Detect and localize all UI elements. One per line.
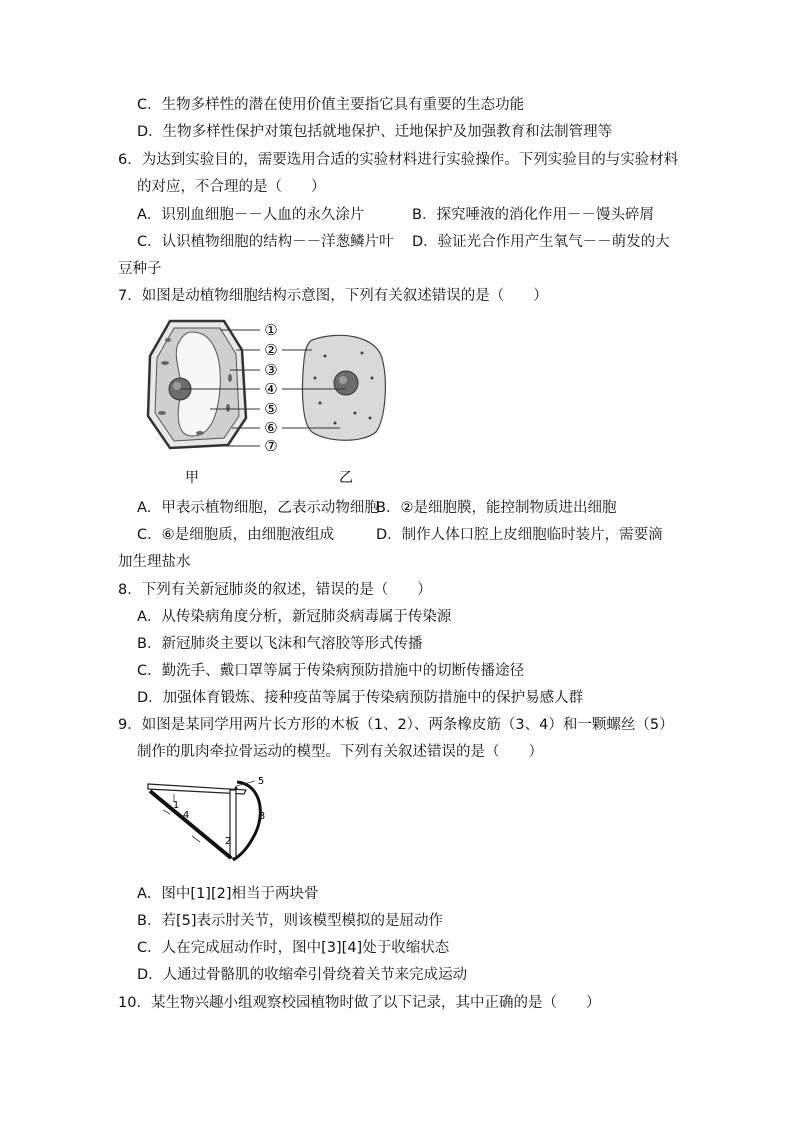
cell-label-5: ⑤ bbox=[264, 400, 278, 418]
q8-option-d: D．加强体育锻炼、接种疫苗等属于传染病预防措施中的保护易感人群 bbox=[137, 690, 584, 706]
q6-option-d-continued: 豆种子 bbox=[118, 261, 162, 277]
cell-label-4: ④ bbox=[264, 380, 278, 398]
model-label-4: 4 bbox=[182, 810, 190, 821]
model-label-2: 2 bbox=[224, 836, 232, 847]
q9-muscle-model-diagram bbox=[140, 772, 275, 867]
cell-label-3: ③ bbox=[264, 361, 278, 379]
plant-cell-caption: 甲 bbox=[185, 470, 199, 486]
q6-option-b: B．探究唾液的消化作用－－馒头碎屑 bbox=[412, 207, 654, 223]
q7-cell-diagram bbox=[140, 318, 400, 488]
q9-option-c: C．人在完成屈动作时，图中[3][4]处于收缩状态 bbox=[137, 940, 450, 956]
cell-label-7: ⑦ bbox=[264, 437, 278, 455]
animal-cell-caption: 乙 bbox=[339, 470, 353, 486]
q8-option-c: C．勤洗手、戴口罩等属于传染病预防措施中的切断传播途径 bbox=[137, 663, 525, 679]
q6-option-c: C．认识植物细胞的结构－－洋葱鳞片叶 bbox=[137, 234, 394, 250]
q6-option-d: D．验证光合作用产生氧气－－萌发的大 bbox=[412, 234, 670, 250]
q9-option-b: B．若[5]表示肘关节，则该模型模拟的是屈动作 bbox=[137, 913, 443, 929]
q9-stem-line2: 制作的肌肉牵拉骨运动的模型。下列有关叙述错误的是（ ） bbox=[137, 744, 543, 760]
model-label-1: 1 bbox=[172, 800, 180, 811]
q6-stem-line1: 6．为达到实验目的，需要选用合适的实验材料进行实验操作。下列实验目的与实验材料 bbox=[118, 152, 679, 168]
cell-label-1: ① bbox=[264, 321, 278, 339]
q10-stem: 10．某生物兴趣小组观察校园植物时做了以下记录，其中正确的是（ ） bbox=[118, 995, 601, 1011]
cell-label-2: ② bbox=[264, 341, 278, 359]
q7-option-c: C．⑥是细胞质，由细胞液组成 bbox=[137, 527, 335, 543]
model-label-5: 5 bbox=[257, 776, 265, 787]
q9-option-a: A．图中[1][2]相当于两块骨 bbox=[137, 886, 319, 902]
q6-stem-line2: 的对应，不合理的是（ ） bbox=[137, 179, 326, 195]
q7-option-b: B．②是细胞膜，能控制物质进出细胞 bbox=[376, 500, 617, 516]
q7-option-d-continued: 加生理盐水 bbox=[118, 554, 191, 570]
q8-option-a: A．从传染病角度分析，新冠肺炎病毒属于传染源 bbox=[137, 609, 452, 625]
q8-stem: 8．下列有关新冠肺炎的叙述，错误的是（ ） bbox=[118, 582, 432, 598]
q8-option-b: B．新冠肺炎主要以飞沫和气溶胶等形式传播 bbox=[137, 636, 423, 652]
cell-label-6: ⑥ bbox=[264, 419, 278, 437]
q7-option-d: D．制作人体口腔上皮细胞临时装片，需要滴 bbox=[376, 527, 663, 543]
q7-option-a: A．甲表示植物细胞，乙表示动物细胞 bbox=[137, 500, 379, 516]
q7-stem: 7．如图是动植物细胞结构示意图，下列有关叙述错误的是（ ） bbox=[118, 288, 548, 304]
q9-stem-line1: 9．如图是某同学用两片长方形的木板（1、2）、两条橡皮筋（3、4）和一颗螺丝（5） bbox=[118, 717, 674, 733]
model-label-3: 3 bbox=[258, 811, 266, 822]
q5-option-d: D．生物多样性保护对策包括就地保护、迁地保护及加强教育和法制管理等 bbox=[137, 124, 613, 140]
q6-option-a: A．识别血细胞－－人血的永久涂片 bbox=[137, 207, 365, 223]
q9-option-d: D．人通过骨骼肌的收缩牵引骨绕着关节来完成运动 bbox=[137, 967, 468, 983]
q5-option-c: C．生物多样性的潜在使用价值主要指它具有重要的生态功能 bbox=[137, 97, 525, 113]
